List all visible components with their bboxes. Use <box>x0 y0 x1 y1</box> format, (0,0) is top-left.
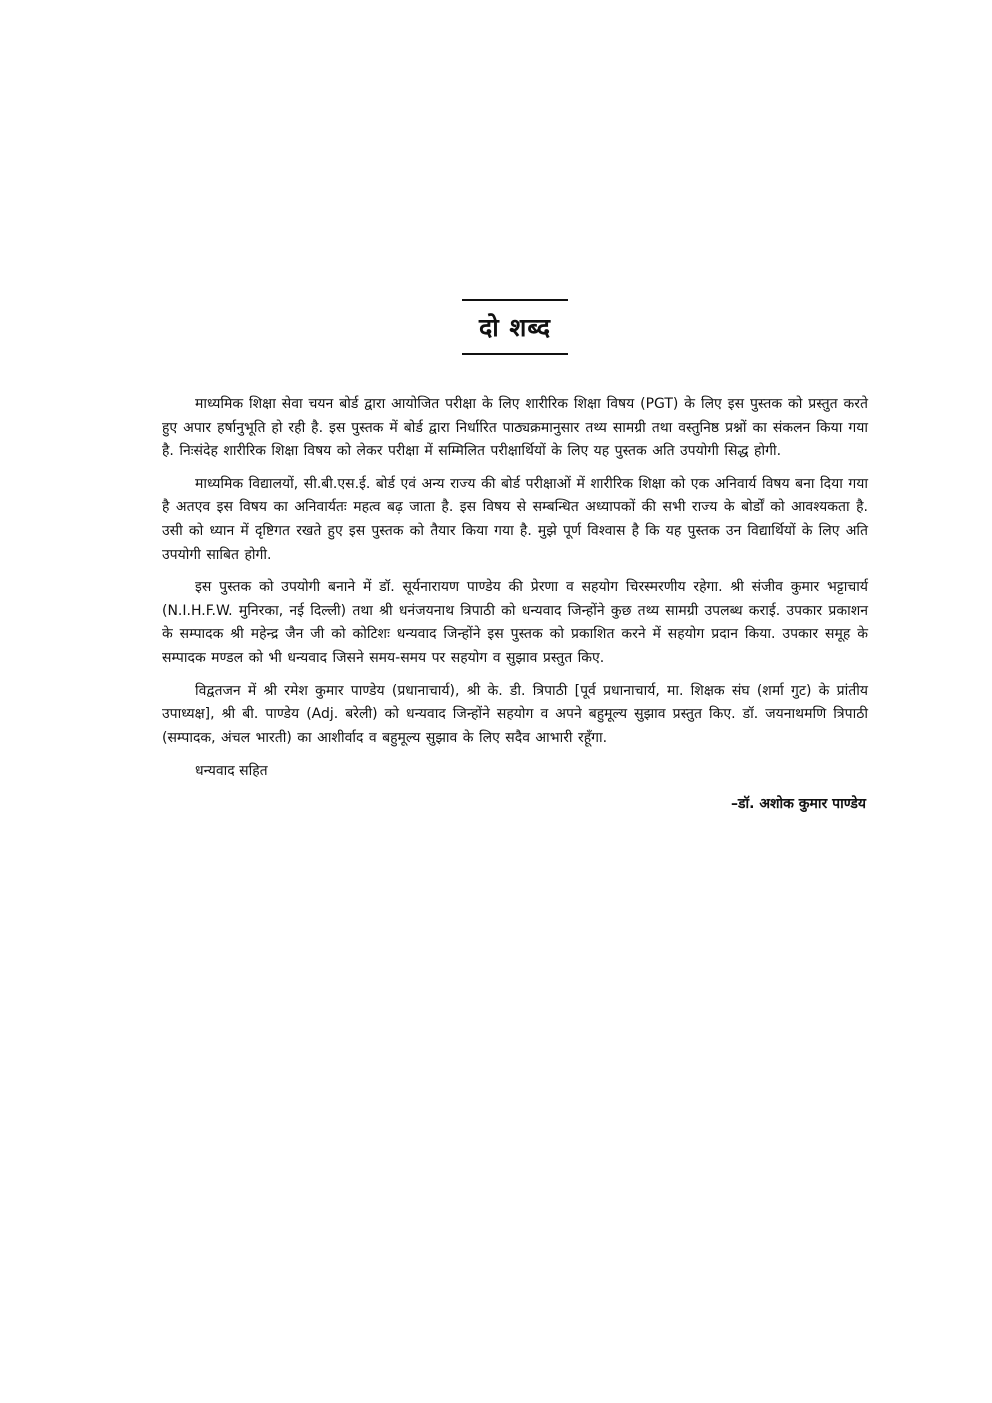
paragraph-1: माध्यमिक शिक्षा सेवा चयन बोर्ड द्वारा आयोजित परीक्षा के लिए शारीरिक शिक्षा विषय (PGT) के लिए इस पुस्तक को प्रस्तुत करते हुए अपार हर्षानुभूति हो रही है. इस पुस्तक में बोर्ड द्वारा निर्धारित पाठ्यक्रमानुसार तथ्य सामग्री तथा वस्तुनिष्ठ प्रश्नों का संकलन किया गया है. निःसंदेह शारीरिक शिक्षा विषय को लेकर परीक्षा में सम्मिलित परीक्षार्थियों के लिए यह पुस्तक अति उपयोगी सिद्ध होगी. <box>162 396 868 460</box>
body-text <box>162 393 868 816</box>
paragraph-3: इस पुस्तक को उपयोगी बनाने में डॉ. सूर्यनारायण पाण्डेय की प्रेरणा व सहयोग चिरस्मरणीय रहेगा. श्री संजीव कुमार भट्टाचार्य (N.I.H.F.W. मुनिरका, नई दिल्ली) तथा श्री धनंजयनाथ त्रिपाठी को धन्यवाद जिन्होंने कुछ तथ्य सामग्री उपलब्ध कराई. उपकार प्रकाशन के सम्पादक श्री महेन्द्र जैन जी को कोटिशः धन्यवाद जिन्होंने इस पुस्तक को प्रकाशित करने में सहयोग प्रदान किया. उपकार समूह के सम्पादक मण्डल को भी धन्यवाद जिसने समय-समय पर सहयोग व सुझाव प्रस्तुत किए. <box>162 579 868 666</box>
author-signature: –डॉ. अशोक कुमार पाण्डेय <box>731 796 866 813</box>
page-title: दो शब्द <box>478 312 552 342</box>
paragraph-2: माध्यमिक विद्यालयों, सी.बी.एस.ई. बोर्ड एवं अन्य राज्य की बोर्ड परीक्षाओं में शारीरिक शिक्षा को एक अनिवार्य विषय बना दिया गया है अतएव इस विषय का अनिवार्यतः महत्व बढ़ जाता है. इस विषय से सम्बन्धित अध्यापकों की सभी राज्य के बोर्डों को आवश्यकता है. उसी को ध्यान में दृष्टिगत रखते हुए इस पुस्तक को तैयार किया गया है. मुझे पूर्ण विश्वास है कि यह पुस्तक उन विद्यार्थियों के लिए अति उपयोगी साबित होगी. <box>162 475 868 563</box>
closing-line: धन्यवाद सहित <box>195 763 268 780</box>
paragraph-4: विद्वतजन में श्री रमेश कुमार पाण्डेय (प्रधानाचार्य), श्री के. डी. त्रिपाठी [पूर्व प्रधानाचार्य, मा. शिक्षक संघ (शर्मा गुट) के प्रांतीय उपाध्यक्ष], श्री बी. पाण्डेय (Adj. बरेली) को धन्यवाद जिन्होंने सहयोग व अपने बहुमूल्य सुझाव प्रस्तुत किए. डॉ. जयनाथमणि त्रिपाठी (सम्पादक, अंचल भारती) का आशीर्वाद व बहुमूल्य सुझाव के लिए सदैव आभारी रहूँगा. <box>162 682 868 746</box>
title-box <box>462 299 568 355</box>
